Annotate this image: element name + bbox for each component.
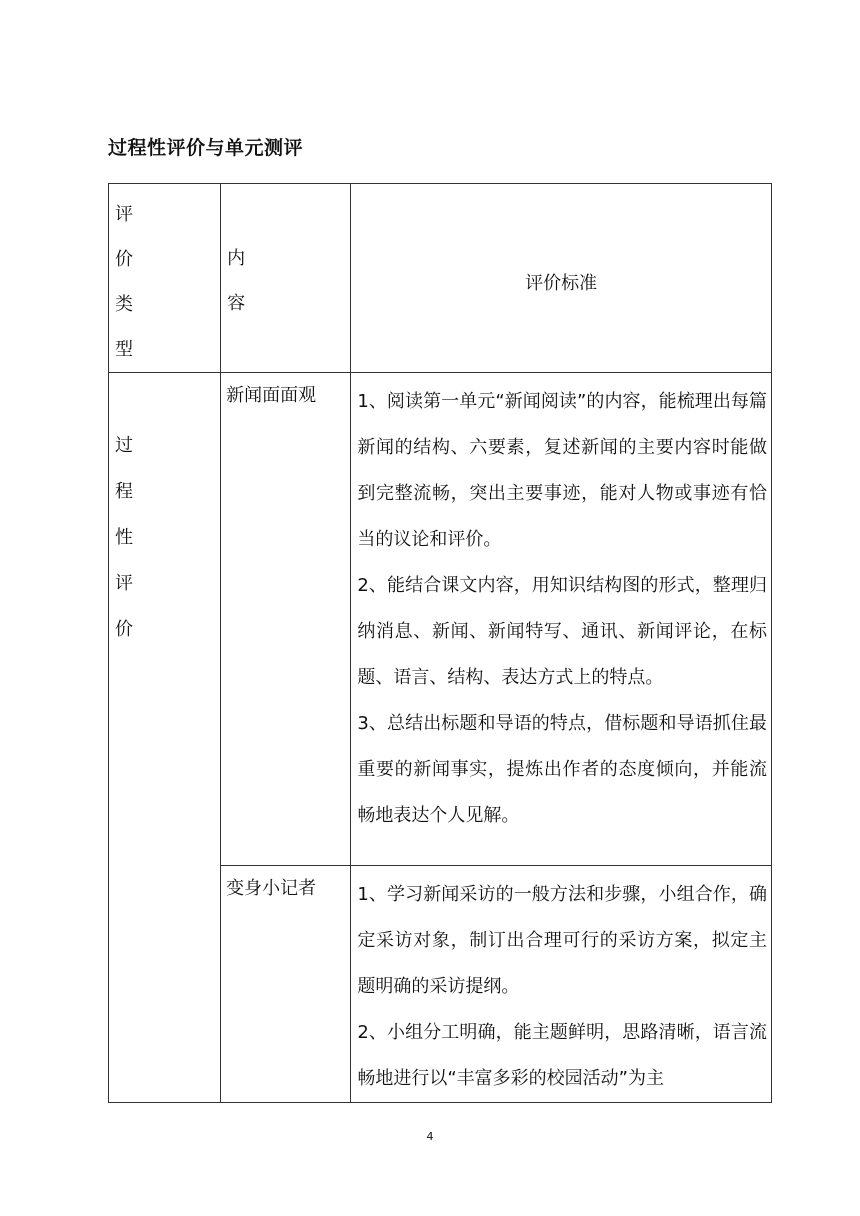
process-evaluation-cell xyxy=(109,373,221,1103)
header-evaluation-type xyxy=(109,184,221,373)
criteria-item: 3、总结出标题和导语的特点，借标题和导语抓住最重要的新闻事实，提炼出作者的态度倾向，并能流畅地表达个人见解。 xyxy=(357,713,767,826)
header-type-char: 价 xyxy=(115,249,133,270)
header-criteria: 评价标准 xyxy=(351,184,772,373)
content-name-cell: 新闻面面观 xyxy=(221,373,351,866)
process-label-char: 性 xyxy=(115,527,133,548)
header-type-char: 类 xyxy=(115,294,133,315)
criteria-item: 1、阅读第一单元“新闻阅读”的内容，能梳理出每篇新闻的结构、六要素，复述新闻的主要内容时能做到完整流畅，突出主要事迹，能对人物或事迹有恰当的议论和评价。 xyxy=(357,391,767,550)
criteria-item: 1、学习新闻采访的一般方法和步骤，小组合作，确定采访对象，制订出合理可行的采访方案，拟定主题明确的采访提纲。 xyxy=(357,884,767,997)
process-label-char: 程 xyxy=(115,481,133,502)
process-label-char: 评 xyxy=(115,573,133,594)
evaluation-table xyxy=(108,183,772,1103)
header-type-char: 评 xyxy=(115,204,133,225)
table-header-row xyxy=(109,184,772,373)
header-type-char: 型 xyxy=(115,339,133,360)
process-label-char: 过 xyxy=(115,435,133,456)
content-name-cell: 变身小记者 xyxy=(221,866,351,1103)
table-row xyxy=(109,373,772,866)
page-number: 4 xyxy=(426,1130,434,1143)
header-content xyxy=(221,184,351,373)
process-label-char: 价 xyxy=(115,619,133,640)
criteria-cell xyxy=(351,866,772,1103)
criteria-cell xyxy=(351,373,772,866)
criteria-item: 2、小组分工明确，能主题鲜明，思路清晰，语言流畅地进行以“丰富多彩的校园活动”为主 xyxy=(357,1022,767,1089)
header-content-char: 内 xyxy=(227,248,246,269)
section-title: 过程性评价与单元测评 xyxy=(108,137,304,159)
criteria-item: 2、能结合课文内容，用知识结构图的形式，整理归纳消息、新闻、新闻特写、通讯、新闻评论，在标题、语言、结构、表达方式上的特点。 xyxy=(357,575,767,688)
header-content-char: 容 xyxy=(227,293,246,314)
